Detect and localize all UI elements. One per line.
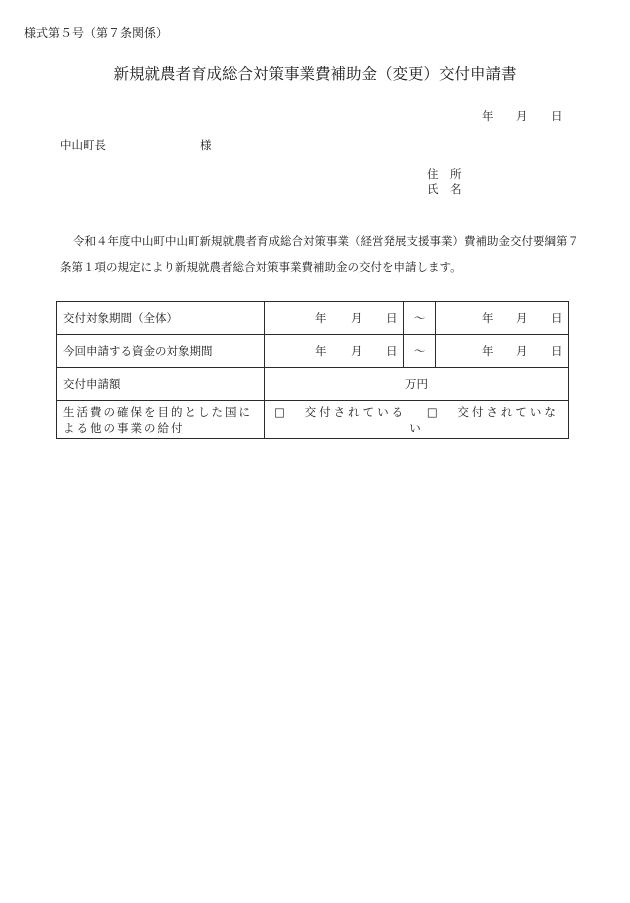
row-label-current-period: 今回申請する資金の対象期間: [57, 335, 265, 368]
amount-unit: 万円: [405, 377, 428, 391]
day-unit: 日: [386, 344, 398, 358]
row-label-amount: 交付申請額: [57, 368, 265, 401]
table-row: [57, 401, 569, 439]
application-table: [56, 301, 569, 439]
start-date-cell[interactable]: [265, 335, 404, 368]
table-row: [57, 302, 569, 335]
statement-line-2: 条第１項の規定により新規就農者総合対策事業費補助金の交付を申請します。: [60, 260, 462, 274]
day-unit: 日: [386, 311, 398, 325]
end-date-cell[interactable]: [436, 335, 569, 368]
month-unit: 月: [516, 311, 528, 325]
option-not-received-label: 交付されていない: [409, 404, 559, 435]
addressee-name: 中山町長: [60, 138, 106, 152]
day-unit: 日: [551, 344, 563, 358]
table-row: [57, 335, 569, 368]
month-unit: 月: [351, 344, 363, 358]
checkbox-not-received[interactable]: □: [426, 404, 441, 419]
month-unit: 月: [516, 344, 528, 358]
label-line-1: 生活費の確保を目的とした国に: [63, 404, 252, 419]
year-unit: 年: [315, 311, 327, 325]
date-year-label: 年: [482, 109, 494, 123]
date-day-label: 日: [551, 109, 563, 123]
year-unit: 年: [315, 344, 327, 358]
option-received-label: 交付されている: [304, 404, 407, 419]
row-label-other-benefits: [57, 401, 265, 439]
label-line-2: よる他の事業の給付: [63, 420, 185, 435]
checkbox-received[interactable]: □: [274, 404, 289, 419]
month-unit: 月: [351, 311, 363, 325]
day-unit: 日: [551, 311, 563, 325]
start-date-cell[interactable]: [265, 302, 404, 335]
form-number: 様式第５号（第７条関係）: [24, 26, 169, 40]
table-row: [57, 368, 569, 401]
document-title: 新規就農者育成総合対策事業費補助金（変更）交付申請書: [113, 65, 517, 83]
row-label-total-period: 交付対象期間（全体）: [57, 302, 265, 335]
application-statement: [60, 228, 590, 280]
range-tilde: ～: [404, 335, 436, 368]
range-tilde: ～: [404, 302, 436, 335]
benefit-options-cell: [265, 401, 569, 439]
name-label: 氏 名: [427, 182, 462, 196]
year-unit: 年: [482, 344, 494, 358]
amount-cell[interactable]: [265, 368, 569, 401]
address-label: 住 所: [427, 167, 462, 181]
statement-line-1: 令和４年度中山町中山町新規就農者育成総合対策事業（経営発展支援事業）費補助金交付要綱第７: [73, 234, 579, 248]
date-month-label: 月: [516, 109, 528, 123]
year-unit: 年: [482, 311, 494, 325]
addressee-honorific: 様: [200, 138, 212, 152]
end-date-cell[interactable]: [436, 302, 569, 335]
